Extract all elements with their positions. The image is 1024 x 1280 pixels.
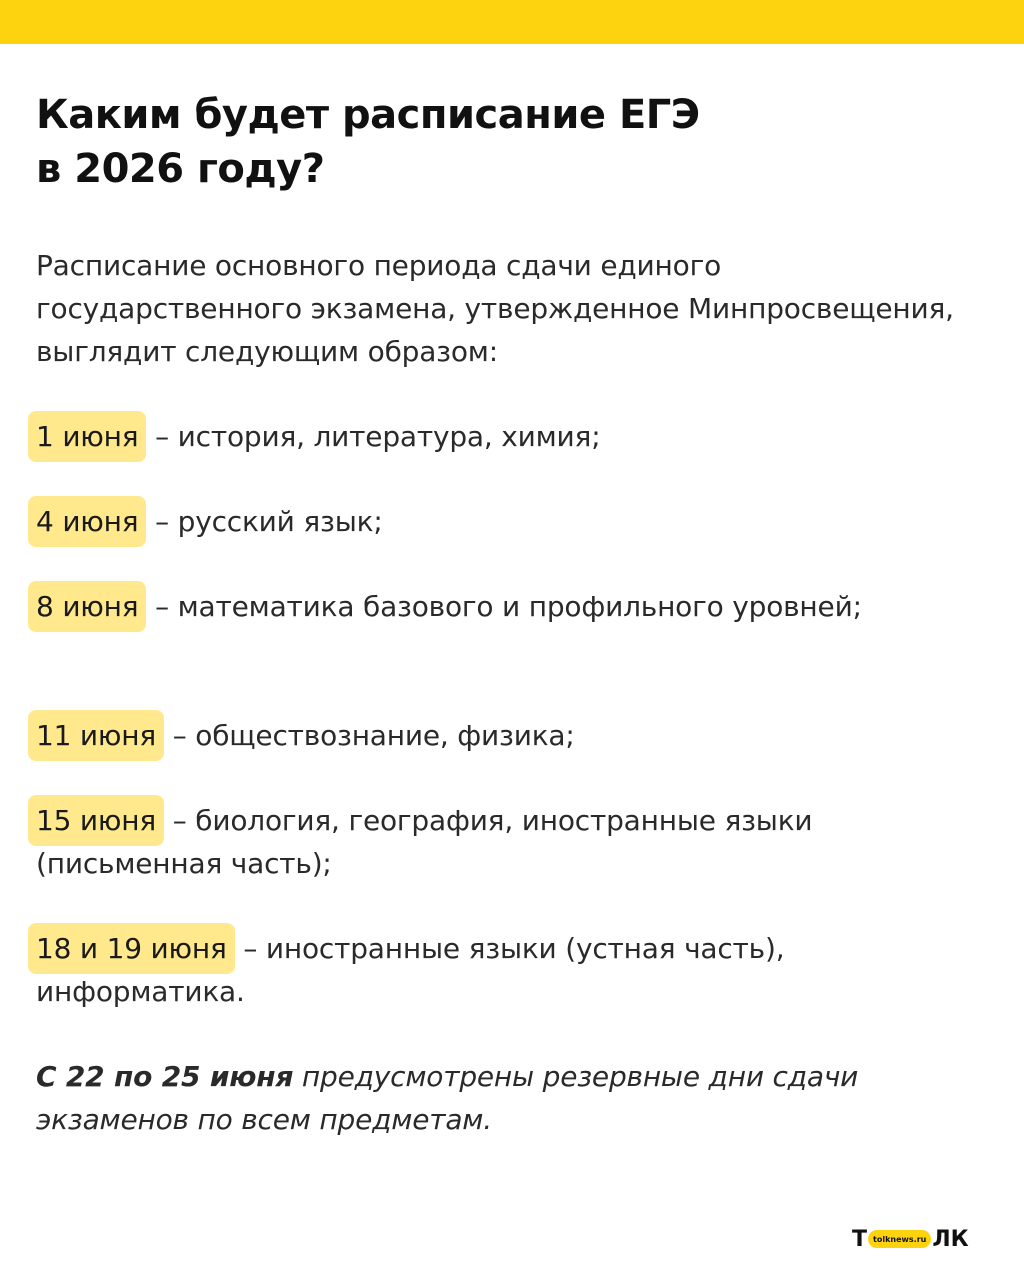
page-title [36,88,976,196]
schedule-item [36,585,976,628]
tolk-logo [852,1226,969,1252]
top-accent-bar [0,0,1024,44]
title-line-1: Каким будет расписание ЕГЭ [36,92,700,138]
logo-pill: tolknews.ru [868,1230,931,1248]
schedule-item [36,415,976,458]
schedule-subjects: – русский язык; [146,505,383,538]
date-highlight: 4 июня [28,496,146,547]
title-line-2: в 2026 году? [36,146,325,192]
schedule-subjects: – обществознание, физика; [164,719,575,752]
date-highlight: 15 июня [28,795,164,846]
logo-letters-right: ЛК [932,1226,969,1252]
schedule-item [36,500,976,543]
schedule-subjects: – биология, география, иностранные языки (письменная часть); [36,804,813,880]
date-highlight: 8 июня [28,581,146,632]
logo-letter-left: Т [852,1226,868,1252]
date-highlight: 11 июня [28,710,164,761]
intro-paragraph: Расписание основного периода сдачи единого государственного экзамена, утвержденное Минпросвещения, выглядит следующим образом: [36,249,954,368]
reserve-days-text: предусмотрены резервные дни сдачи экзаменов по всем предметам. [36,1060,859,1136]
date-highlight: 18 и 19 июня [28,923,235,974]
date-highlight: 1 июня [28,411,146,462]
schedule-subjects: – математика базового и профильного уровней; [146,590,862,623]
reserve-days-note [36,1055,976,1141]
schedule-item [36,799,976,885]
schedule-item [36,927,976,1013]
schedule-subjects: – иностранные языки (устная часть), информатика. [36,932,785,1008]
schedule-subjects: – история, литература, химия; [146,420,601,453]
schedule-item [36,714,976,757]
reserve-days-bold: С 22 по 25 июня [36,1060,294,1093]
